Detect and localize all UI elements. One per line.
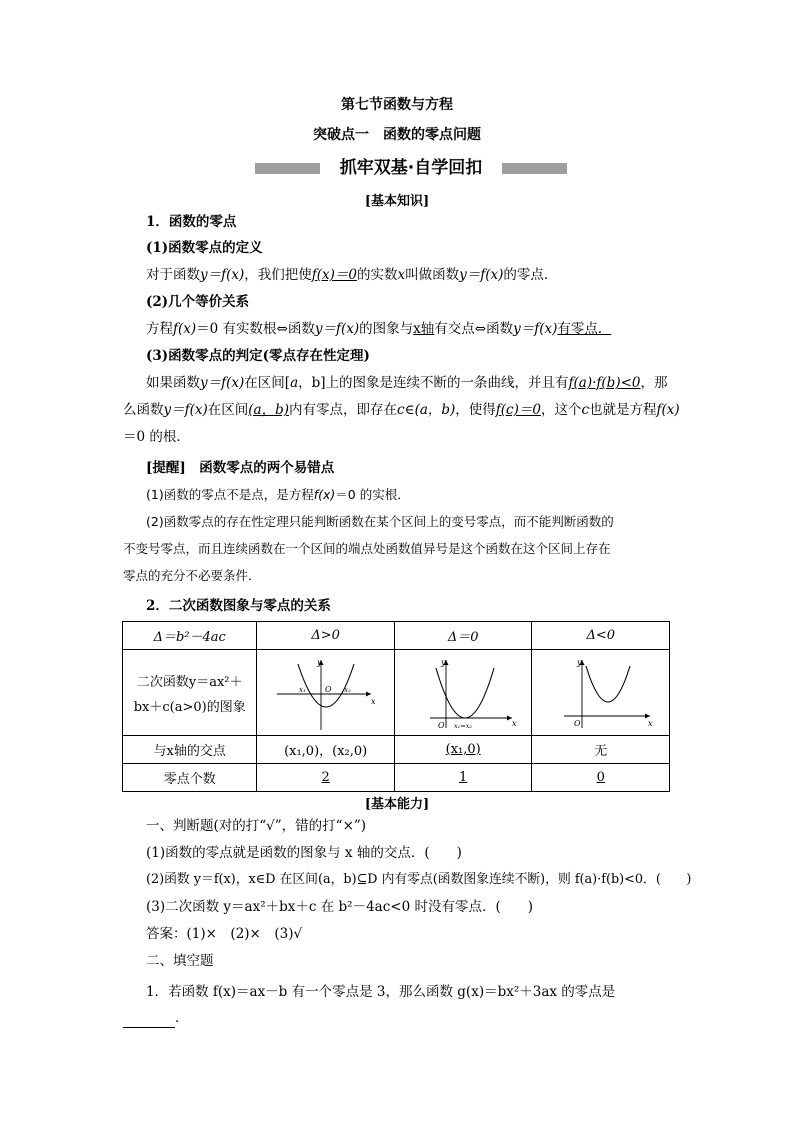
answer-line: 答案：(1)× (2)× (3)√ (146, 926, 303, 942)
tip-2-line-1: (2)函数零点的存在性定理只能判断函数在某个区间上的变号零点，而不能判断函数的 (146, 514, 614, 529)
parabola-no-roots-graph (546, 654, 656, 732)
banner-left-bar (255, 163, 320, 174)
parabola-two-roots-graph (271, 654, 381, 732)
header-delta-negative: Δ<0 (532, 622, 670, 650)
count-one: 1 (394, 764, 532, 792)
x2-label: x₂ (343, 685, 351, 694)
theorem-line-2: 么函数y＝f(x)在区间(a，b)内有零点，即存在c∈(a，b)，使得f(c)＝0，这个c也就是方程f(x) (123, 402, 680, 418)
section-title: 第七节函数与方程 (341, 97, 453, 113)
x-axis-label: x (512, 718, 517, 728)
fill-q1-line-1: 1．若函数 f(x)＝ax－b 有一个零点是 3，那么函数 g(x)＝bx²＋3ax 的零点是 (146, 984, 616, 1000)
intersection-row-label: 与x轴的交点 (123, 736, 257, 764)
x1-label: x₁ (298, 685, 306, 694)
tip-2-line-3: 零点的充分不必要条件． (123, 568, 261, 583)
judgement-q3: (3)二次函数 y＝ax²＋bx＋c 在 b²－4ac<0 时没有零点．( ) (146, 899, 533, 915)
x1-equals-x2-label: x₁=x₂ (454, 721, 473, 730)
banner (255, 155, 567, 181)
banner-text: 抓牢双基·自学回扣 (339, 158, 483, 178)
parabola-one-root-graph (408, 654, 518, 732)
equivalence-text: 方程f(x)＝0 有实数根⇔函数y＝f(x)的图象与x轴有交点⇔函数y＝f(x)有零点． (146, 321, 612, 337)
graph-no-roots (532, 650, 670, 736)
definition-text: 对于函数y＝f(x)，我们把使f(x)＝0的实数x叫做函数y＝f(x)的零点． (146, 267, 558, 283)
intersection-none: 无 (532, 736, 670, 764)
judgement-heading: 一、判断题(对的打“√”，错的打“×”) (146, 818, 367, 834)
header-delta-zero: Δ＝0 (394, 622, 532, 650)
intersection-two: (x₁,0)，(x₂,0) (257, 736, 395, 764)
theorem-heading: (3)函数零点的判定(零点存在性定理) (146, 348, 370, 364)
banner-right-bar (502, 163, 567, 174)
zero-point-heading: 1．函数的零点 (146, 214, 237, 230)
graph-one-root (394, 650, 532, 736)
graph-row-label (123, 650, 257, 736)
origin-label: O (324, 684, 332, 694)
judgement-q1: (1)函数的零点就是函数的图象与 x 轴的交点．( ) (146, 845, 462, 861)
basic-knowledge-label: [基本知识] (364, 194, 430, 209)
header-delta-positive: Δ>0 (257, 622, 395, 650)
graph-two-roots (257, 650, 395, 736)
fill-heading: 二、填空题 (146, 953, 214, 969)
y-axis-label: y (576, 657, 582, 667)
count-zero: 0 (532, 764, 670, 792)
header-delta: Δ＝b²－4ac (123, 622, 257, 650)
y-axis-label: y (316, 657, 322, 667)
judgement-q2: (2)函数 y＝f(x)，x∈D 在区间(a，b)⊆D 内有零点(函数图象连续不断)，则 f(a)·f(b)<0．( ) (146, 872, 692, 887)
graph-row-label-line-1: 二次函数y＝ax²＋ (136, 674, 243, 690)
fill-q1-line-2: ． (123, 1008, 189, 1028)
tip-1: (1)函数的零点不是点，是方程f(x)＝0 的实根． (146, 487, 410, 502)
basic-ability-label: [基本能力] (364, 797, 430, 812)
equivalence-heading: (2)几个等价关系 (146, 294, 250, 310)
subsection-title: 突破点一 函数的零点问题 (313, 127, 481, 143)
theorem-line-1: 如果函数y＝f(x)在区间[a，b]上的图象是连续不断的一条曲线，并且有f(a)·f(b)<0，那 (146, 375, 668, 391)
x-axis-label: x (647, 718, 653, 728)
tip-2-line-2: 不变号零点，而且连续函数在一个区间的端点处函数值异号是这个函数在这个区间上存在 (123, 541, 611, 556)
theorem-line-3: ＝0 的根． (123, 429, 190, 445)
tips-heading: [提醒] 函数零点的两个易错点 (146, 460, 335, 476)
y-axis-label: y (441, 657, 446, 667)
origin-label: O (438, 720, 445, 730)
count-two: 2 (257, 764, 395, 792)
graph-row-label-line-2: bx＋c(a>0)的图象 (133, 699, 246, 715)
intersection-one: (x₁,0) (394, 736, 532, 764)
definition-heading: (1)函数零点的定义 (146, 240, 263, 256)
origin-label: O (573, 718, 581, 728)
quadratic-table (122, 621, 670, 792)
count-row-label: 零点个数 (123, 764, 257, 792)
quadratic-heading: 2．二次函数图象与零点的关系 (146, 598, 331, 614)
x-axis-label: x (370, 696, 376, 706)
fill-blank[interactable] (123, 1013, 175, 1028)
